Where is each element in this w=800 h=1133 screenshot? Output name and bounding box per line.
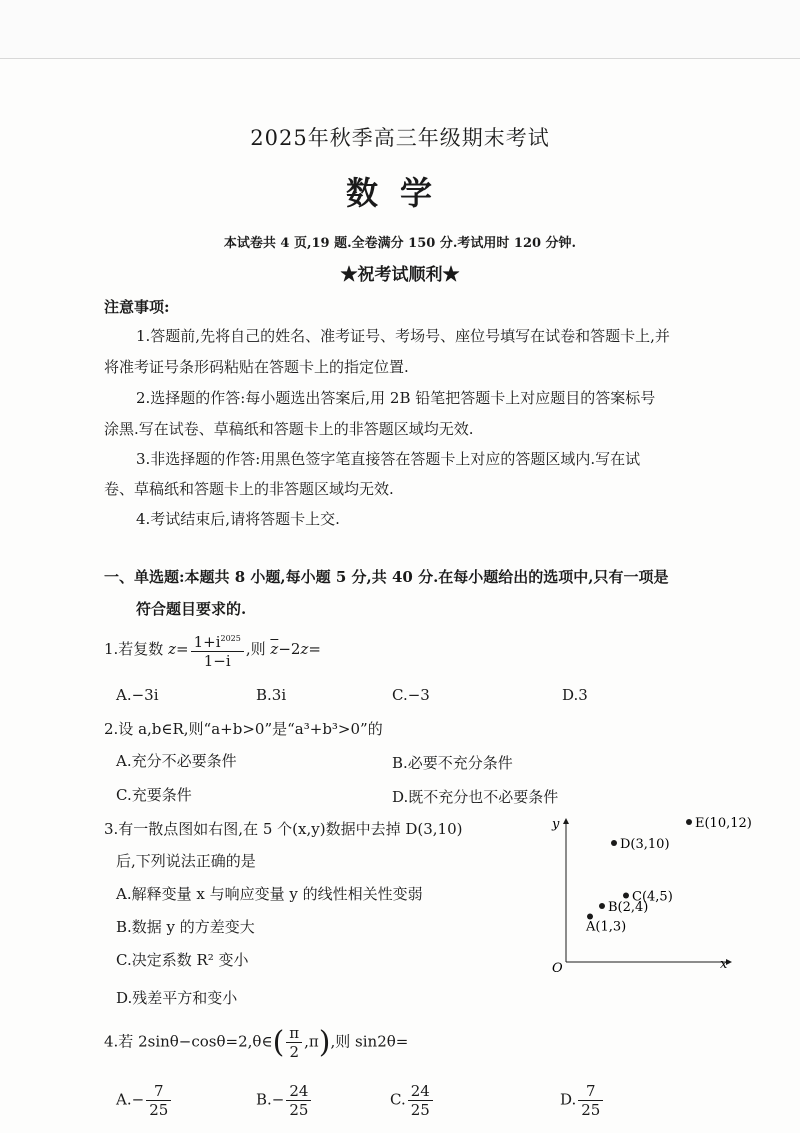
scatter-label-e: E(10,12) (695, 816, 752, 831)
q1-option-d: D.3 (562, 686, 588, 704)
q2-option-b: B.必要不充分条件 (392, 754, 513, 772)
subject-title: 数学 (345, 174, 454, 212)
notice-item-2-line-1: 2.选择题的作答:每小题选出答案后,用 2B 铅笔把答题卡上对应题目的答案标号 (136, 389, 656, 407)
q4-option-c (390, 1082, 435, 1119)
notice-item-4: 4.考试结束后,请将答题卡上交. (136, 510, 340, 528)
good-luck-banner: ★祝考试顺利★ (340, 265, 460, 285)
q1-prefix: 1.若复数 (104, 640, 169, 658)
question-2-stem: 2.设 a,b∈R,则“a+b>0”是“a³+b³>0”的 (104, 720, 383, 738)
q4-c-fraction (408, 1082, 433, 1119)
q4-option-d (560, 1082, 605, 1119)
scatter-point-b (599, 903, 605, 909)
q1-option-c: C.−3 (392, 686, 430, 704)
q4-a-letter: A. (116, 1090, 132, 1109)
q1-option-b: B.3i (256, 686, 287, 704)
q3-option-b: B.数据 y 的方差变大 (116, 918, 255, 936)
q4-c-letter: C. (390, 1090, 406, 1109)
q4-right-paren: ) (318, 1024, 331, 1060)
scatter-point-e (686, 819, 692, 825)
question-3-line-2: 后,下列说法正确的是 (116, 852, 256, 870)
y-axis-arrow (563, 818, 569, 824)
scatter-label-d: D(3,10) (620, 837, 670, 852)
q3-option-c: C.决定系数 R² 变小 (116, 951, 249, 969)
question-3-line-1: 3.有一散点图如右图,在 5 个(x,y)数据中去掉 D(3,10) (104, 820, 463, 838)
y-axis-label: y (552, 817, 560, 832)
q4-d-letter: D. (560, 1090, 577, 1109)
q4-c-den: 25 (410, 1101, 430, 1119)
q4-a-num: 7 (146, 1082, 171, 1101)
exam-title: 2025年秋季高三年级期末考试 (250, 126, 550, 150)
q2-option-c: C.充要条件 (116, 786, 192, 804)
scatter-point-c (623, 893, 629, 899)
notice-item-2-line-2: 涂黑.写在试卷、草稿纸和答题卡上的非答题区域均无效. (104, 420, 474, 438)
q4-prefix: 4.若 2sinθ−cosθ=2,θ∈ (104, 1032, 273, 1051)
q1-option-a: A.−3i (116, 686, 159, 704)
q4-pi-over-2 (286, 1024, 302, 1061)
q4-b-fraction (286, 1082, 311, 1119)
q4-d-fraction (578, 1082, 603, 1119)
notice-item-1-line-2: 将准考证号条形码粘贴在答题卡上的指定位置. (104, 358, 409, 376)
q1-z-conjugate: $\overline{z}$ (270, 640, 279, 658)
q1-mid: ,则 (245, 640, 271, 658)
q4-comma-pi: ,π (304, 1032, 319, 1051)
top-margin-band (0, 0, 800, 58)
exam-info: 本试卷共 4 页,19 题.全卷满分 150 分.考试用时 120 分钟. (223, 236, 577, 251)
x-axis-label: x (720, 957, 728, 972)
q4-b-den: 25 (289, 1101, 309, 1119)
q4-tail: ,则 sin2θ= (330, 1032, 409, 1051)
q4-pi: π (286, 1024, 302, 1043)
q4-two: 2 (289, 1043, 299, 1061)
section-1-heading: 一、单选题:本题共 8 小题,每小题 5 分,共 40 分.在每小题给出的选项中,只有一项是 (104, 568, 669, 586)
scatter-point-d (611, 840, 617, 846)
scatter-plot (540, 810, 752, 980)
q2-option-d: D.既不充分也不必要条件 (392, 788, 559, 806)
q4-a-den: 25 (149, 1101, 169, 1119)
q4-a-sign: − (131, 1090, 145, 1109)
q3-option-d: D.残差平方和变小 (116, 989, 238, 1007)
notice-item-3-line-2: 卷、草稿纸和答题卡上的非答题区域均无效. (104, 480, 394, 498)
q4-b-sign: − (271, 1090, 285, 1109)
q1-end: = (308, 640, 321, 658)
q4-b-letter: B. (256, 1090, 272, 1109)
scatter-points (585, 816, 752, 935)
q4-d-den: 25 (581, 1101, 601, 1119)
q1-minus-two: −2 (278, 640, 301, 658)
q4-option-b (256, 1082, 313, 1119)
scatter-label-a: A(1,3) (586, 919, 627, 935)
q1-var-z-2: z (300, 640, 309, 658)
q4-option-a (116, 1082, 173, 1119)
question-1-stem (104, 630, 321, 670)
scatter-label-c: C(4,5) (632, 889, 673, 905)
notice-heading: 注意事项: (104, 298, 170, 316)
q4-a-fraction (146, 1082, 171, 1119)
q1-fraction (191, 630, 244, 670)
question-4-stem (104, 1024, 408, 1061)
section-1-heading-cont: 符合题目要求的. (136, 600, 247, 618)
scatter-label-b: B(2,4) (608, 900, 649, 915)
q4-c-num: 24 (408, 1082, 433, 1101)
q3-option-a: A.解释变量 x 与响应变量 y 的线性相关性变弱 (116, 885, 423, 903)
q1-var-z: z (168, 640, 176, 658)
q1-exponent: 2025 (220, 634, 241, 643)
q4-d-num: 7 (578, 1082, 603, 1101)
q1-denominator: 1−i (203, 652, 231, 670)
q1-equals: = (176, 640, 189, 658)
q2-option-a: A.充分不必要条件 (116, 752, 237, 770)
notice-item-3-line-1: 3.非选择题的作答:用黑色签字笔直接答在答题卡上对应的答题区域内.写在试 (136, 450, 641, 468)
q1-numerator: 1+i (193, 633, 221, 651)
q4-left-paren: ( (272, 1024, 285, 1060)
origin-label: O (552, 961, 563, 976)
notice-item-1-line-1: 1.答题前,先将自己的姓名、准考证号、考场号、座位号填写在试卷和答题卡上,并 (136, 327, 670, 345)
q4-b-num: 24 (286, 1082, 311, 1101)
